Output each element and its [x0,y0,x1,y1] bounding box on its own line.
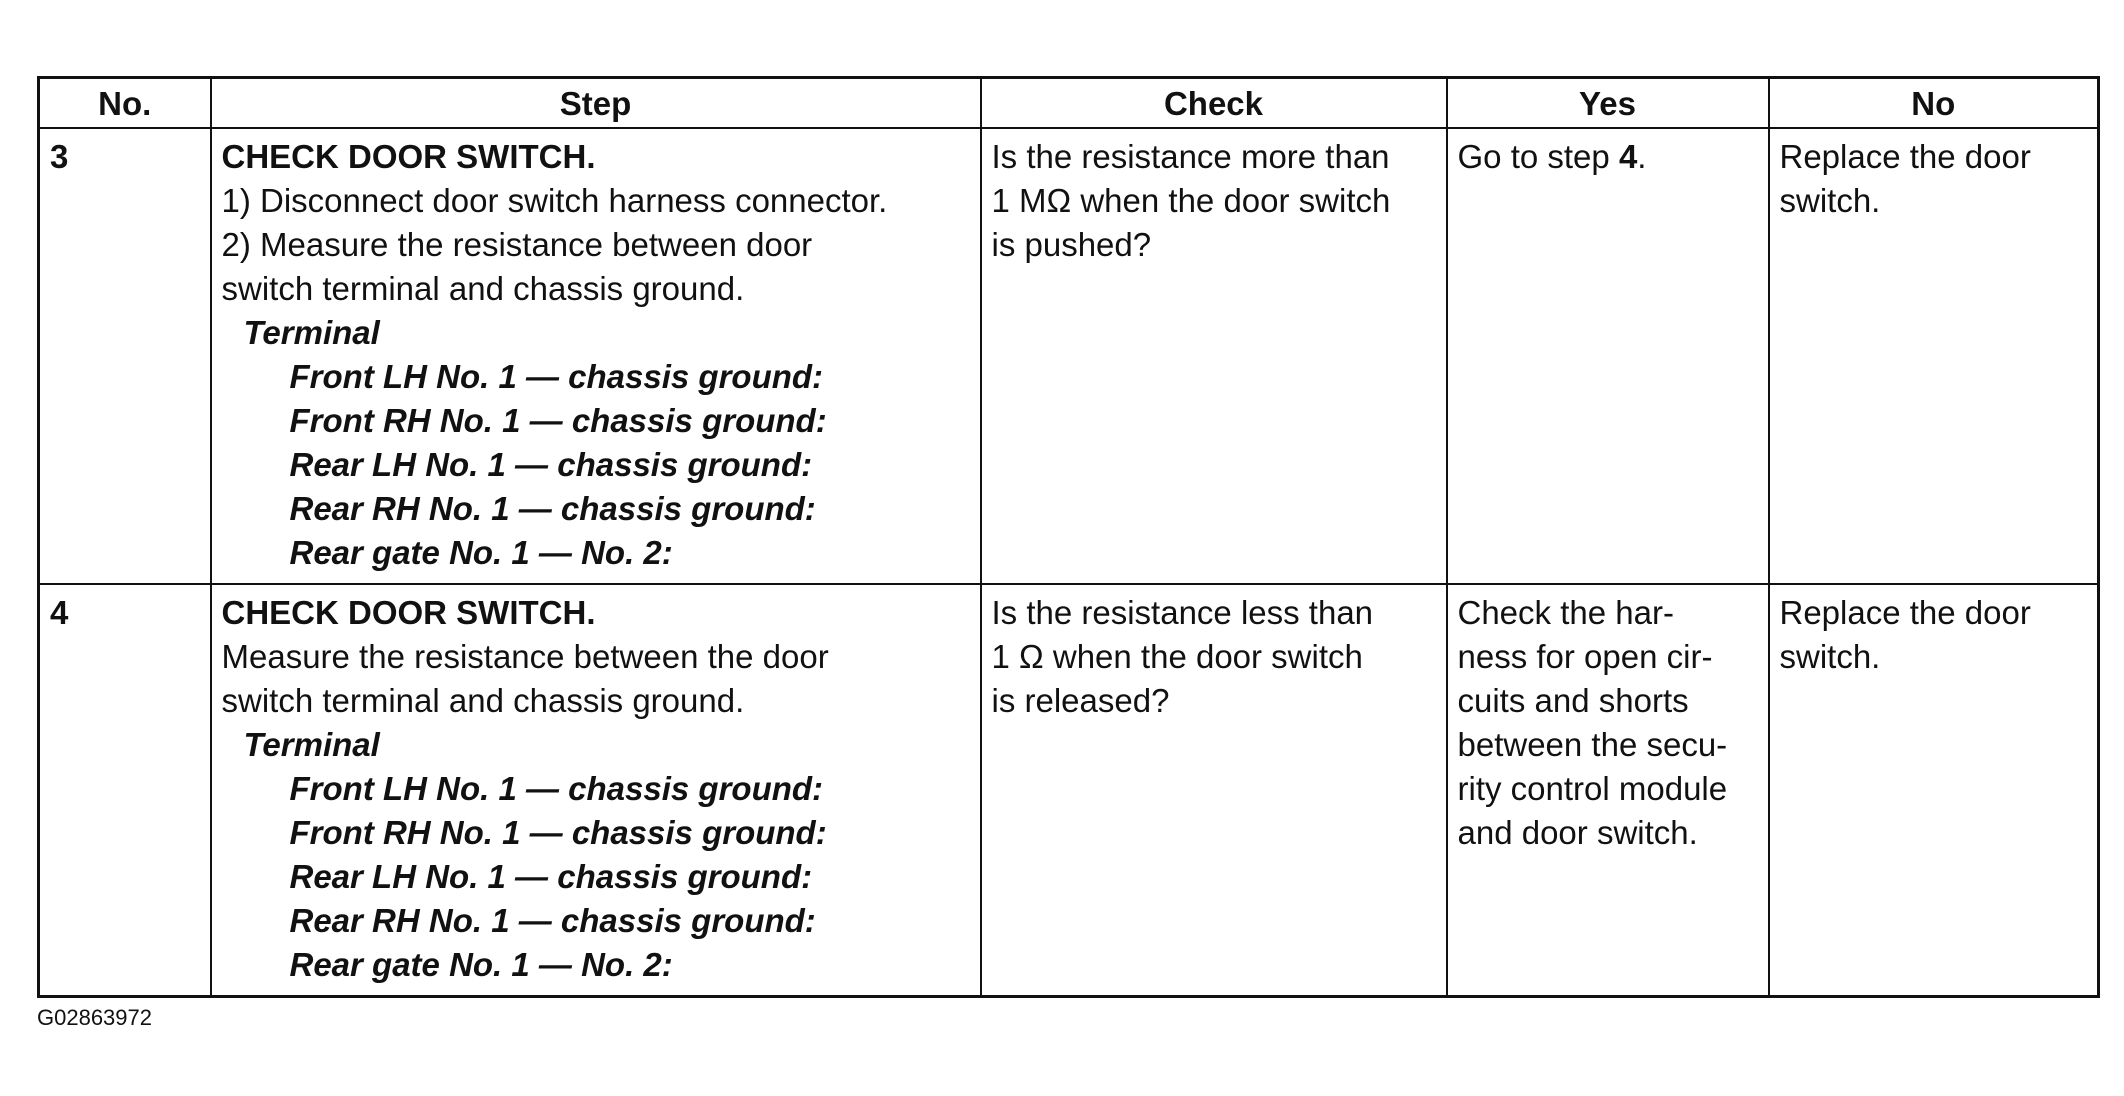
diagnosis-table [37,76,2100,998]
step-cell [211,584,981,997]
yes-suffix: . [1637,138,1647,175]
table-row [39,128,2099,584]
yes-line: ness for open cir- [1457,638,1713,675]
check-line: 1 Ω when the door switch [991,638,1363,675]
no-cell [1769,128,2099,584]
yes-cell [1447,584,1769,997]
yes-line: between the secu- [1457,726,1728,763]
terminal-item: Rear LH No. 1 — chassis ground: [289,446,813,483]
yes-line: and door switch. [1457,814,1698,851]
no-line: Replace the door [1779,594,2031,631]
check-line: Is the resistance less than [991,594,1374,631]
yes-cell [1447,128,1769,584]
terminal-item: Front LH No. 1 — chassis ground: [289,770,824,807]
step-cell [211,128,981,584]
terminal-item: Rear RH No. 1 — chassis ground: [289,902,816,939]
header-step: Step [211,78,981,129]
check-line: Is the resistance more than [991,138,1390,175]
terminal-item: Front RH No. 1 — chassis ground: [289,402,827,439]
step-number: 3 [39,128,211,584]
figure-id: G02863972 [37,1005,152,1030]
no-cell [1769,584,2099,997]
step-line: 2) Measure the resistance between door [221,226,813,263]
yes-line: rity control module [1457,770,1728,807]
header-no-result: No [1769,78,2099,129]
step-line: switch terminal and chassis ground. [221,270,745,307]
no-line: Replace the door [1779,138,2031,175]
check-cell [981,128,1447,584]
yes-line: cuits and shorts [1457,682,1689,719]
step-title: CHECK DOOR SWITCH. [221,594,596,631]
step-line: switch terminal and chassis ground. [221,682,745,719]
check-cell [981,584,1447,997]
no-line: switch. [1779,638,1881,675]
step-line: Measure the resistance between the door [221,638,829,675]
terminal-label: Terminal [243,726,380,763]
header-no: No. [39,78,211,129]
no-line: switch. [1779,182,1881,219]
diagnosis-table-container [37,76,2097,998]
table-row [39,584,2099,997]
check-line: is pushed? [991,226,1152,263]
yes-text [1458,135,1758,179]
header-yes: Yes [1447,78,1769,129]
terminal-label: Terminal [243,314,380,351]
terminal-item: Rear gate No. 1 — No. 2: [289,534,673,571]
terminal-item: Rear gate No. 1 — No. 2: [289,946,673,983]
step-title: CHECK DOOR SWITCH. [221,138,596,175]
header-row [39,78,2099,129]
yes-line: Check the har- [1457,594,1674,631]
terminal-item: Rear RH No. 1 — chassis ground: [289,490,816,527]
yes-step-number: 4 [1618,138,1638,175]
step-number: 4 [39,584,211,997]
step-line: 1) Disconnect door switch harness connector. [221,182,888,219]
yes-prefix: Go to step [1457,138,1619,175]
check-line: is released? [991,682,1170,719]
terminal-item: Front RH No. 1 — chassis ground: [289,814,827,851]
header-check: Check [981,78,1447,129]
check-line: 1 MΩ when the door switch [991,182,1391,219]
terminal-item: Rear LH No. 1 — chassis ground: [289,858,813,895]
terminal-item: Front LH No. 1 — chassis ground: [289,358,824,395]
